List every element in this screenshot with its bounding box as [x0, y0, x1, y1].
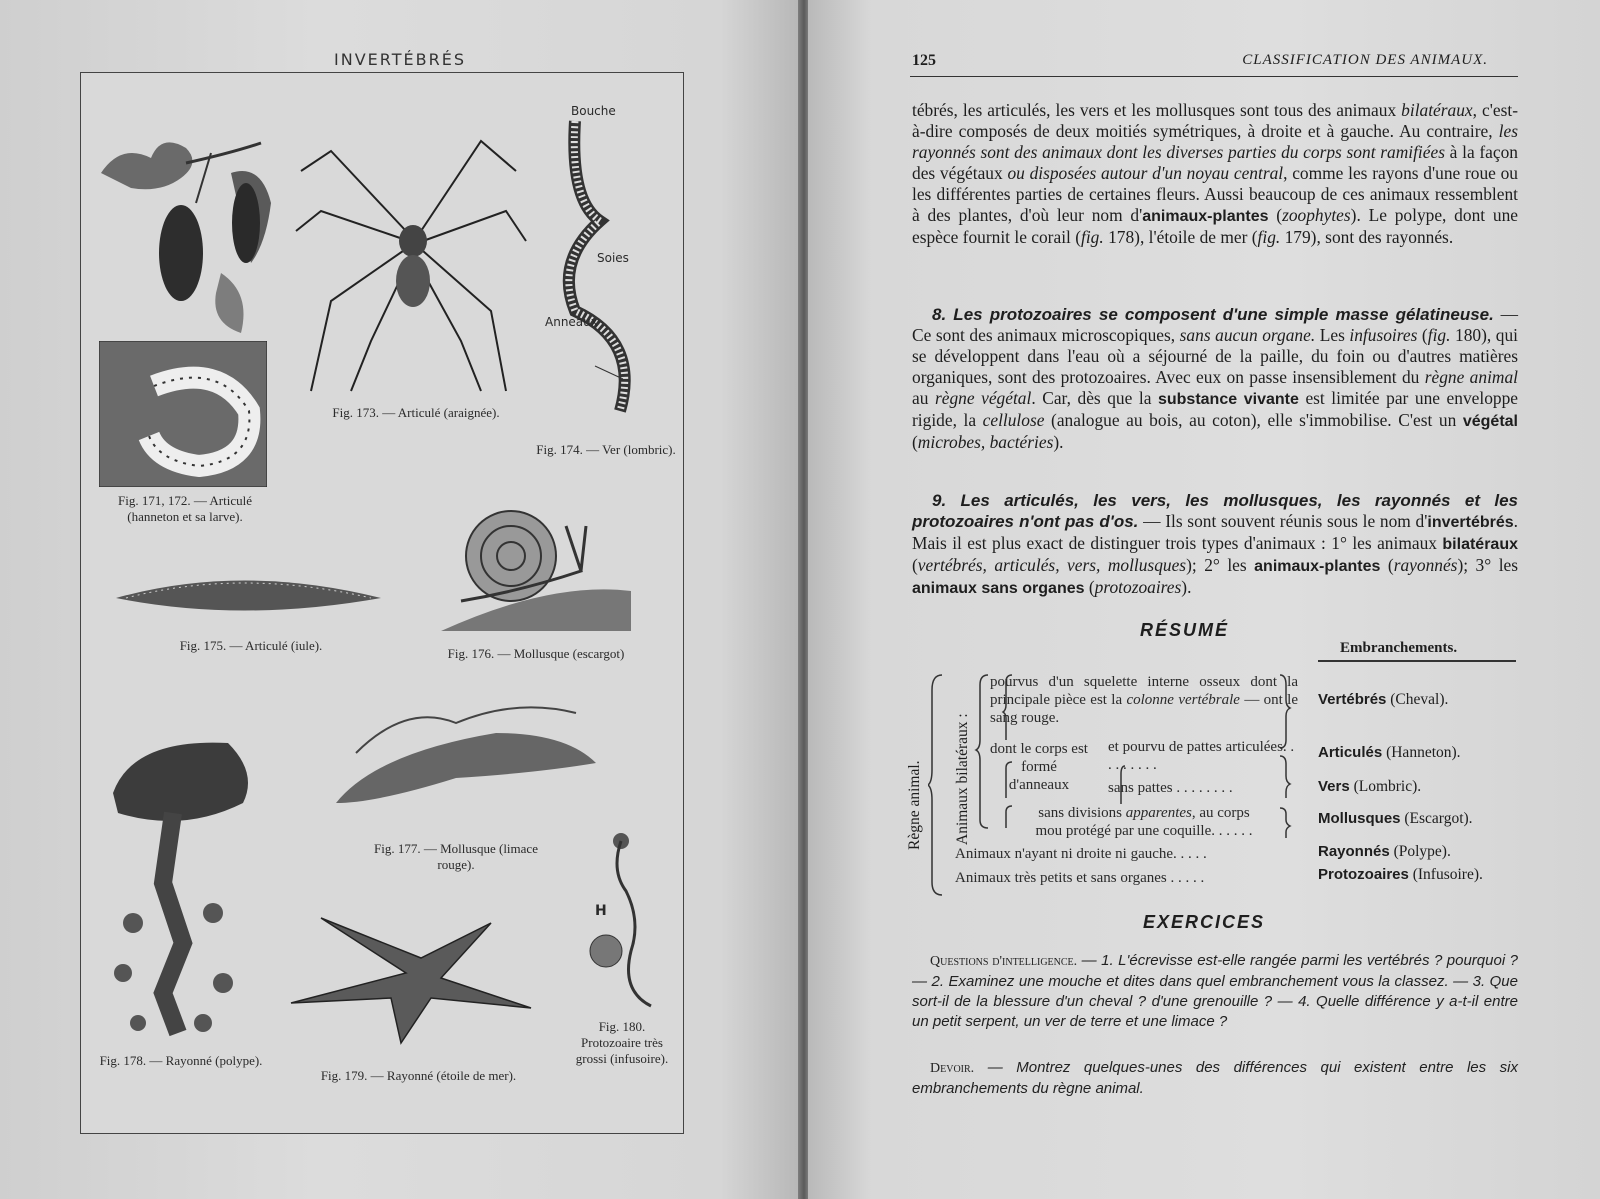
fig-180-label-h: H	[595, 903, 607, 919]
larva-illustration	[99, 341, 267, 487]
devoir-paragraph: Devoir. — Montrez quelques-unes des différences qui existent entre les six embranchements du règne animal.	[912, 1059, 1518, 1097]
resume-row-anneaux: dont le corps est formé d'anneaux	[990, 741, 1088, 793]
earthworm-illustration	[545, 111, 675, 421]
resume-title: RÉSUMÉ	[1140, 620, 1230, 640]
resume-row-protozoaires: Animaux très petits et sans organes . . . . .	[955, 870, 1205, 886]
protozoa-illustration	[581, 831, 661, 1011]
spider-illustration	[291, 101, 531, 401]
resume-row-mollusques: sans divisions apparentes, au corps mou protégé par une coquille. . . . . .	[1035, 805, 1253, 839]
paragraph-9: 9. Les articulés, les vers, les mollusques, les rayonnés et les protozoaires n'ont pas d'os. — Ils sont souvent réunis sous le nom d'invertébrés. Mais il est plus exact de distinguer trois types d'animaux : 1° les animaux bilatéraux (vertébrés, articulés, vers, mollusques); 2° les animaux-plantes (rayonnés); 3° les animaux sans organes (protozoaires).	[912, 491, 1519, 597]
page-number: 125	[912, 52, 936, 69]
polyp-illustration	[93, 733, 258, 1043]
embranchements-header: Embranchements.	[1340, 640, 1458, 656]
resume-subrow-sans-pattes: sans pattes . . . . . . . .	[1108, 780, 1233, 796]
exercices-title: EXERCICES	[1143, 912, 1266, 932]
kingdom-label: Règne animal.	[906, 760, 923, 850]
snail-illustration	[431, 501, 641, 641]
embranchements-rule	[1318, 660, 1516, 662]
fig-180-caption: Fig. 180. Protozoaire très grossi (infusoire).	[575, 1019, 669, 1066]
header-rule	[910, 76, 1518, 77]
resume-subrow-pattes: et pourvu de pattes articulées. . . . . . . . .	[1108, 739, 1295, 773]
questions-paragraph: Questions d'intelligence. — 1. L'écrevisse est-elle rangée parmi les vertébrés ? pourquoi ? — 2. Examinez une mouche et dites dans quel embranchement vous la classez. — 3. Que sort-il de la blessure d'un cheval ? d'une grenouille ? — 4. Quelle différence y a-t-il entre un petit serpent, un ver de terre et une limace ?	[912, 952, 1519, 1030]
paragraph-8: 8. Les protozoaires se composent d'une simple masse gélatineuse. — Ce sont des animaux microscopiques, sans aucun organe. Les infusoires (fig. 180), qui se développent dans l'eau où a séjourné de la paille, du foin ou d'autres matières organiques, sont des protozoaires. Avec eux on passe insensiblement du règne animal au règne végétal. Car, dès que la substance vivante est limitée par une enveloppe rigide, la cellulose (analogue au bois, au coton), elle s'immobilise. C'est un végétal (microbes, bactéries).	[912, 304, 1519, 452]
worm-label-bristles: Soies	[597, 251, 629, 265]
fig-171-172-caption: Fig. 171, 172. — Articulé (hanneton et sa larve).	[118, 493, 252, 524]
group-vers: Vers (Lombric).	[1318, 778, 1422, 795]
fig-179-caption: Fig. 179. — Rayonné (étoile de mer).	[320, 1068, 517, 1083]
worm-label-rings: Anneaux	[545, 315, 598, 329]
group-articules: Articulés (Hanneton).	[1318, 744, 1461, 761]
group-mollusques: Mollusques (Escargot).	[1318, 810, 1473, 827]
millipede-illustration	[111, 563, 386, 623]
group-vertebres: Vertébrés (Cheval).	[1318, 691, 1449, 708]
fig-177-caption: Fig. 177. — Mollusque (limace rouge).	[374, 841, 538, 872]
figure-plate	[80, 72, 684, 1134]
worm-label-mouth: Bouche	[571, 104, 616, 118]
fig-175-caption: Fig. 175. — Articulé (iule).	[179, 638, 323, 653]
fig-173-caption: Fig. 173. — Articulé (araignée).	[332, 405, 500, 420]
fig-174-caption: Fig. 174. — Ver (lombric).	[536, 442, 676, 457]
group-protozoaires: Protozoaires (Infusoire).	[1318, 866, 1483, 883]
starfish-illustration	[281, 913, 541, 1048]
beetle-illustration	[91, 103, 281, 333]
fig-176-caption: Fig. 176. — Mollusque (escargot)	[447, 646, 625, 661]
slug-illustration	[316, 693, 616, 823]
resume-row-rayonnes: Animaux n'ayant ni droite ni gauche. . . . .	[955, 846, 1207, 862]
right-running-head: CLASSIFICATION DES ANIMAUX.	[1242, 52, 1488, 68]
paragraph-9-heading: 9. Les articulés, les vers, les mollusques, les rayonnés et les protozoaires n'ont pas d'os.	[912, 491, 1518, 531]
paragraph-8-heading: 8. Les protozoaires se composent d'une simple masse gélatineuse.	[932, 305, 1494, 324]
group-rayonnes: Rayonnés (Polype).	[1318, 843, 1451, 860]
fig-178-caption: Fig. 178. — Rayonné (polype).	[99, 1053, 263, 1068]
paragraph-7-continued: tébrés, les articulés, les vers et les mollusques sont tous des animaux bilatéraux, c'est-à-dire composés de deux moitiés symétriques, à droite et à gauche. Au contraire, les rayonnés sont des animaux dont les diverses parties du corps sont ramifiées à la façon des végétaux ou disposées autour d'un noyau central, comme les rayons d'une roue ou les différentes parties de certaines fleurs. Aussi beaucoup de ces animaux ressemblent à des plantes, d'où leur nom d'animaux-plantes (zoophytes). Le polype, dont une espèce fournit le corail (fig. 178), l'étoile de mer (fig. 179), sont des rayonnés.	[912, 100, 1519, 247]
bilateral-label: Animaux bilatéraux :	[954, 713, 971, 845]
left-running-head: INVERTÉBRÉS	[334, 50, 466, 69]
resume-row-vertebres: pourvus d'un squelette interne osseux dont la principale pièce est la colonne vertébrale — ont le sang rouge.	[990, 674, 1299, 726]
